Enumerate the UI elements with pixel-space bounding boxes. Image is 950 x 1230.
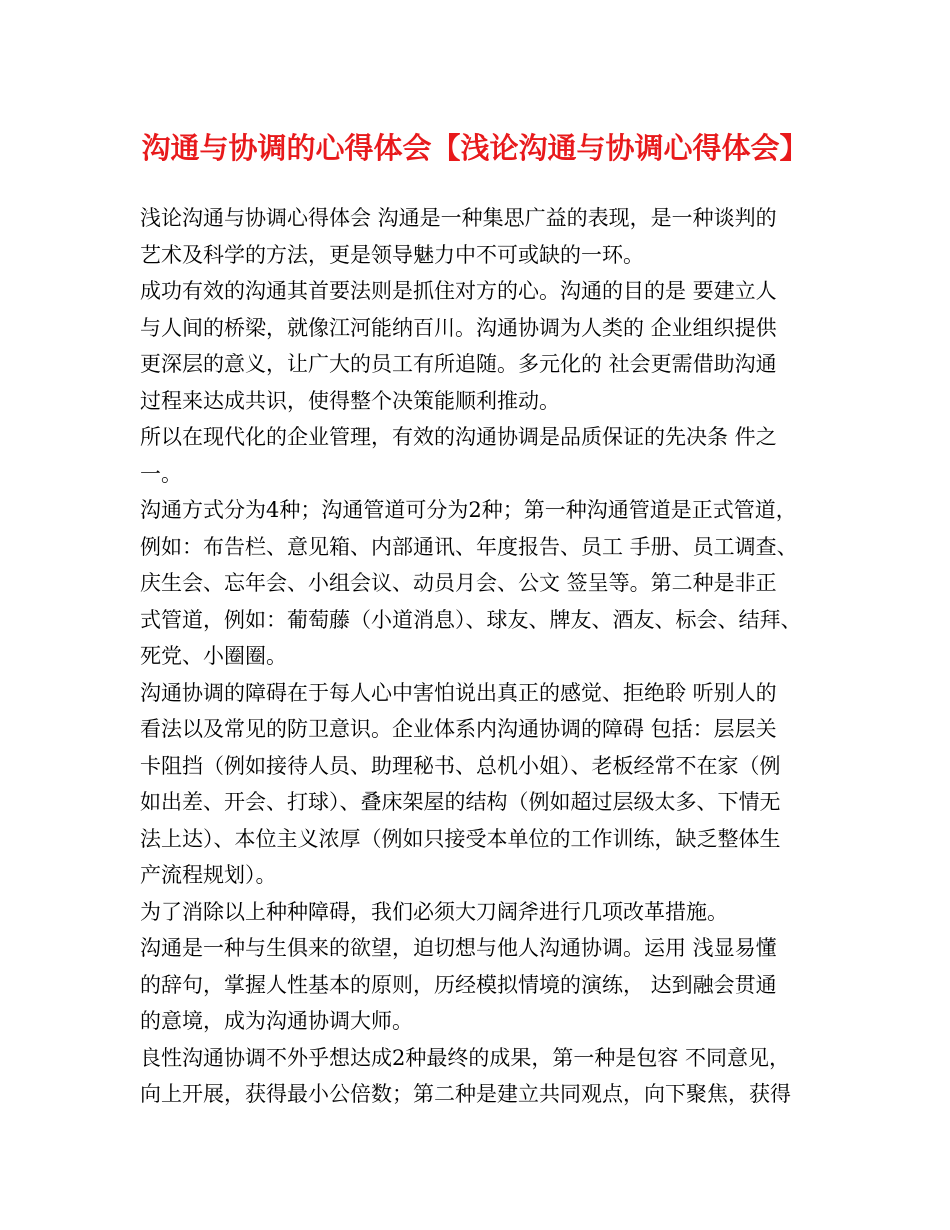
text-line: 良性沟通协调不外乎想达成2种最终的成果，第一种是包容 不同意见， <box>140 1045 791 1070</box>
text-line: 如出差、开会、打球）、叠床架屋的结构（例如超过层级太多、下情无 <box>140 790 781 814</box>
text-line: 产流程规划）。 <box>140 863 277 887</box>
text-line: 的意境，成为沟通协调大师。 <box>140 1009 413 1033</box>
text-line: 式管道，例如：葡萄藤（小道消息）、球友、牌友、酒友、标会、结拜、 <box>140 607 802 632</box>
text-line: 为了消除以上种种障碍，我们必须大刀阔斧进行几项改革措施。 <box>140 899 728 924</box>
text-line: 法上达）、本位主义浓厚（例如只接受本单位的工作训练，缺乏整体生 <box>140 826 781 851</box>
text-line: 沟通方式分为4种；沟通管道可分为2种；第一种沟通管道是正式管道， <box>140 498 797 522</box>
text-line: 的辞句，掌握人性基本的原则，历经模拟情境的演练， 达到融会贯通 <box>140 972 777 997</box>
text-line: 更深层的意义，让广大的员工有所追随。多元化的 社会更需借助沟通 <box>140 352 777 376</box>
text-line: 卡阻挡（例如接待人员、助理秘书、总机小姐）、老板经常不在家（例 <box>140 753 781 778</box>
text-line: 所以在现代化的企业管理，有效的沟通协调是品质保证的先决条 件之 <box>140 425 777 449</box>
text-line: 沟通协调的障碍在于每人心中害怕说出真正的感觉、拒绝聆 听别人的 <box>140 680 777 705</box>
text-line: 与人间的桥梁，就像江河能纳百川。沟通协调为人类的 企业组织提供 <box>140 315 777 340</box>
text-line: 向上开展，获得最小公倍数；第二种是建立共同观点，向下聚焦，获得 <box>140 1082 791 1106</box>
document-body <box>140 200 830 1113</box>
text-line: 浅论沟通与协调心得体会 沟通是一种集思广益的表现，是一种谈判的 <box>140 206 777 230</box>
text-line: 成功有效的沟通其首要法则是抓住对方的心。沟通的目的是 要建立人 <box>140 279 777 303</box>
text-line: 庆生会、忘年会、小组会议、动员月会、公文 签呈等。第二种是非正 <box>140 571 777 595</box>
text-line: 死党、小圈圈。 <box>140 644 287 668</box>
text-line: 例如：布告栏、意见箱、内部通讯、年度报告、员工 手册、员工调查、 <box>140 534 798 559</box>
text-line: 看法以及常见的防卫意识。企业体系内沟通协调的障碍 包括：层层关 <box>140 717 777 741</box>
text-line: 沟通是一种与生俱来的欲望，迫切想与他人沟通协调。运用 浅显易懂 <box>140 936 777 960</box>
document-title: 沟通与协调的心得体会【浅论沟通与协调心得体会】 <box>141 131 809 165</box>
text-line: 艺术及科学的方法，更是领导魅力中不可或缺的一环。 <box>140 242 644 267</box>
text-line: 过程来达成共识，使得整个决策能顺利推动。 <box>140 388 560 413</box>
text-line: 一。 <box>140 461 182 486</box>
